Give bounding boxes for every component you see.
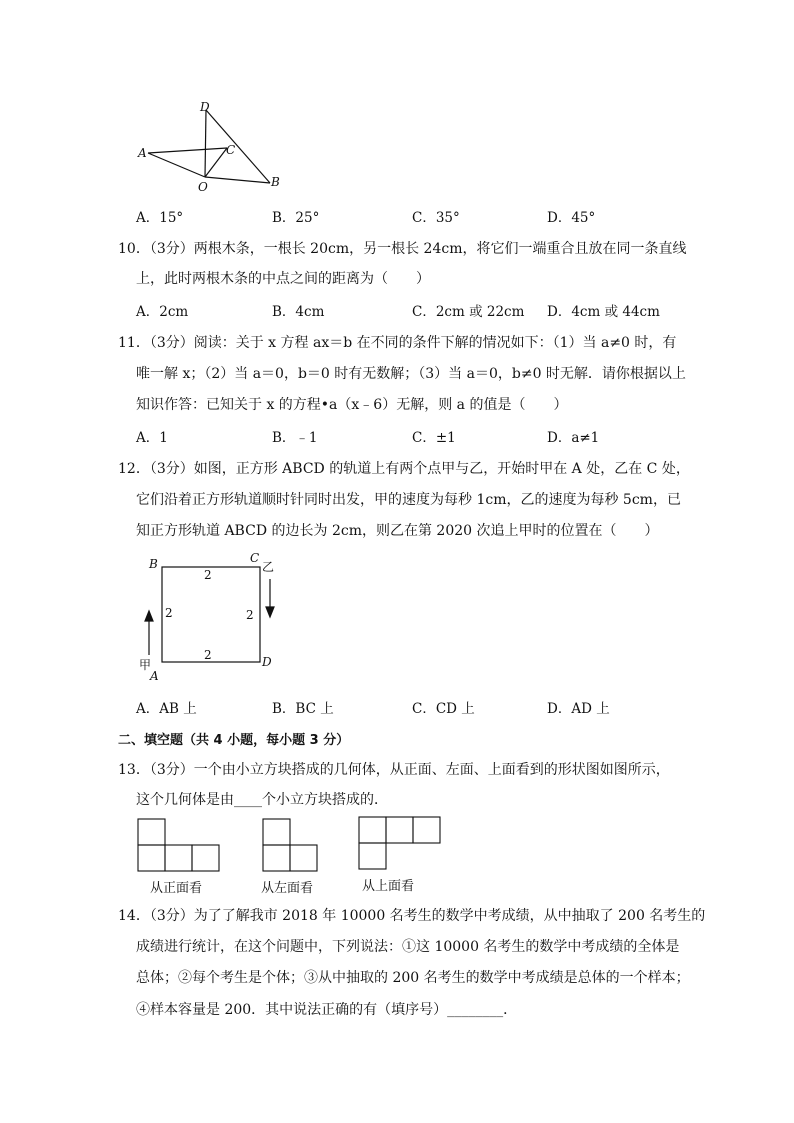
q9-figure [130,95,290,205]
q14-line-4: ④样本容量是 200．其中说法正确的有（填序号）________． [136,1002,518,1018]
q9-label-b: B [271,175,280,189]
q12-line-3: 知正方形轨道 ABCD 的边长为 2cm，则乙在第 2020 次追上甲时的位置在（ ） [136,523,659,539]
q9-option-c: C．35° [412,210,460,226]
q11-option-d: D．a≠1 [547,430,600,446]
q14-line-2: 成绩进行统计，在这个问题中，下列说法：①这 10000 名考生的数学中考成绩的全体是 [136,939,680,955]
segment-oc [205,148,227,177]
q9-option-d: D．45° [547,210,596,226]
q11-line-1: 11．（3分）阅读：关于 x 方程 ax＝b 在不同的条件下解的情况如下：（1）当 a≠0 时，有 [118,335,677,351]
q12-label-c: C [250,551,260,565]
q9-option-b: B．25° [272,210,320,226]
q12-side-bottom: 2 [204,648,212,662]
q10-line-1: 10．（3分）两根木条，一根长 20cm，另一根长 24cm，将它们一端重合且放在同一条直线 [118,241,687,257]
segment-ob [205,177,270,183]
q13-caption-top: 从上面看 [362,879,415,894]
q12-label-jia: 甲 [139,658,152,672]
q10-option-b: B．4cm [272,304,325,320]
q13-caption-left: 从左面看 [261,881,314,896]
q12-option-b: B．BC 上 [272,701,334,717]
q11-option-c: C．±1 [412,430,456,446]
segment-od [205,110,206,177]
q10-option-d: D．4cm 或 44cm [547,304,660,320]
q14-line-1: 14．（3分）为了了解我市 2018 年 10000 名考生的数学中考成绩，从中抽取了 200 名考生的 [118,908,706,924]
q12-label-a: A [150,669,159,683]
q13-line-1: 13．（3分）一个由小立方块搭成的几何体，从正面、左面、上面看到的形状图如图所示， [118,762,670,778]
q12-side-right: 2 [246,608,254,622]
q11-option-b: B．﹣1 [272,430,318,446]
arrow-up-icon [145,611,153,655]
q9-label-o: O [198,180,208,194]
segment-ao [148,153,205,177]
q9-option-a: A．15° [136,210,184,226]
q13-left-view [262,818,320,874]
segment-db [206,110,270,183]
q14-line-3: 总体；②每个考生是个体；③从中抽取的 200 名考生的数学中考成绩是总体的一个样本； [136,970,690,986]
q13-caption-front: 从正面看 [150,881,203,896]
q12-line-2: 它们沿着正方形轨道顺时针同时出发，甲的速度为每秒 1cm，乙的速度为每秒 5cm，已 [136,492,681,508]
q12-option-a: A．AB 上 [136,701,197,717]
q12-label-yi: 乙 [262,560,275,574]
q9-label-a: A [138,146,147,160]
q10-option-a: A．2cm [136,304,189,320]
q12-option-d: D．AD 上 [547,701,610,717]
q12-side-left: 2 [165,606,173,620]
q11-line-3: 知识作答：已知关于 x 的方程•a（x﹣6）无解，则 a 的值是（ ） [136,397,568,413]
q10-option-c: C．2cm 或 22cm [412,304,525,320]
segment-ac [148,148,227,153]
q12-label-d: D [262,655,272,669]
q13-top-view [358,816,442,872]
q12-line-1: 12．（3分）如图，正方形 ABCD 的轨道上有两个点甲与乙，开始时甲在 A 处，乙在 C 处， [118,461,690,477]
section-2-title: 二、填空题（共 4 小题，每小题 3 分） [118,733,350,748]
q10-line-2: 上，此时两根木条的中点之间的距离为（ ） [136,271,430,287]
q12-side-top: 2 [204,568,212,582]
q13-front-view [137,818,221,874]
q9-label-d: D [200,100,210,114]
q13-line-2: 这个几何体是由____个小立方块搭成的． [136,792,388,808]
q12-label-b: B [149,557,158,571]
q9-label-c: C [226,143,236,157]
q11-line-2: 唯一解 x；（2）当 a＝0，b＝0 时有无数解；（3）当 a＝0，b≠0 时无解．请你根据以上 [136,366,686,382]
arrow-down-icon [266,579,274,617]
q11-option-a: A．1 [136,430,168,446]
q12-option-c: C．CD 上 [412,701,475,717]
